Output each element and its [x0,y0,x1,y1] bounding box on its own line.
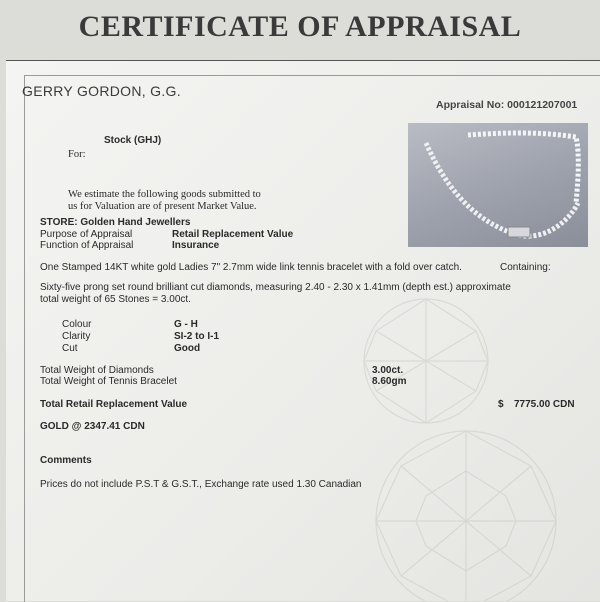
purpose-value: Retail Replacement Value [172,229,294,240]
spec-cut-row [62,343,200,354]
store-name: STORE: Golden Hand Jewellers [40,217,191,228]
comments-text: Prices do not include P.S.T & G.S.T., Exchange rate used 1.30 Canadian [40,479,362,490]
spec-value: G - H [174,319,198,330]
tennis-bracelet-icon [408,123,588,247]
spec-label: Clarity [62,331,91,342]
containing-label: Containing: [500,262,551,273]
total-diamonds-label: Total Weight of Diamonds [40,365,154,376]
total-bracelet-label: Total Weight of Tennis Bracelet [40,376,177,387]
certificate-title: CERTIFICATE OF APPRAISAL [78,10,522,43]
spec-label: Cut [62,343,78,354]
purpose-row [40,229,293,240]
function-row [40,240,219,251]
spec-label: Colour [62,319,92,330]
estimate-line-2: us for Valuation are of present Market Value. [68,201,257,212]
comments-heading: Comments [40,455,92,466]
total-bracelet-value: 8.60gm [372,376,407,387]
appraiser-name: GERRY GORDON, G.G. [22,83,181,99]
estimate-statement [68,189,261,213]
item-description: One Stamped 14KT white gold Ladies 7" 2.7mm wide link tennis bracelet with a fold over catch. [40,262,462,273]
diamond-watermark-icon [306,291,600,601]
certificate-sheet [6,60,600,601]
appraisal-number: Appraisal No: 000121207001 [436,99,578,111]
total-diamonds-value: 3.00ct. [372,365,404,376]
spec-clarity-row [62,331,219,342]
stock-code: Stock (GHJ) [104,135,162,146]
total-retail-value: 7775.00 CDN [514,399,575,410]
purpose-label: Purpose of Appraisal [40,229,133,240]
estimate-line-1: We estimate the following goods submitted to [68,189,261,200]
function-value: Insurance [172,240,220,251]
gold-price: GOLD @ 2347.41 CDN [40,421,145,432]
total-retail-currency: $ [498,399,504,410]
spec-colour-row [62,319,198,330]
spec-value: SI-2 to I-1 [174,331,220,342]
function-label: Function of Appraisal [40,240,134,251]
total-retail-label: Total Retail Replacement Value [40,399,188,410]
diamonds-description-1: Sixty-five prong set round brilliant cut diamonds, measuring 2.40 - 2.30 x 1.41mm (depth est.) approximate [40,282,511,293]
for-label: For: [68,149,86,160]
diamonds-description-2: total weight of 65 Stones = 3.00ct. [40,294,191,305]
bracelet-photo [408,123,588,247]
spec-value: Good [174,343,201,354]
